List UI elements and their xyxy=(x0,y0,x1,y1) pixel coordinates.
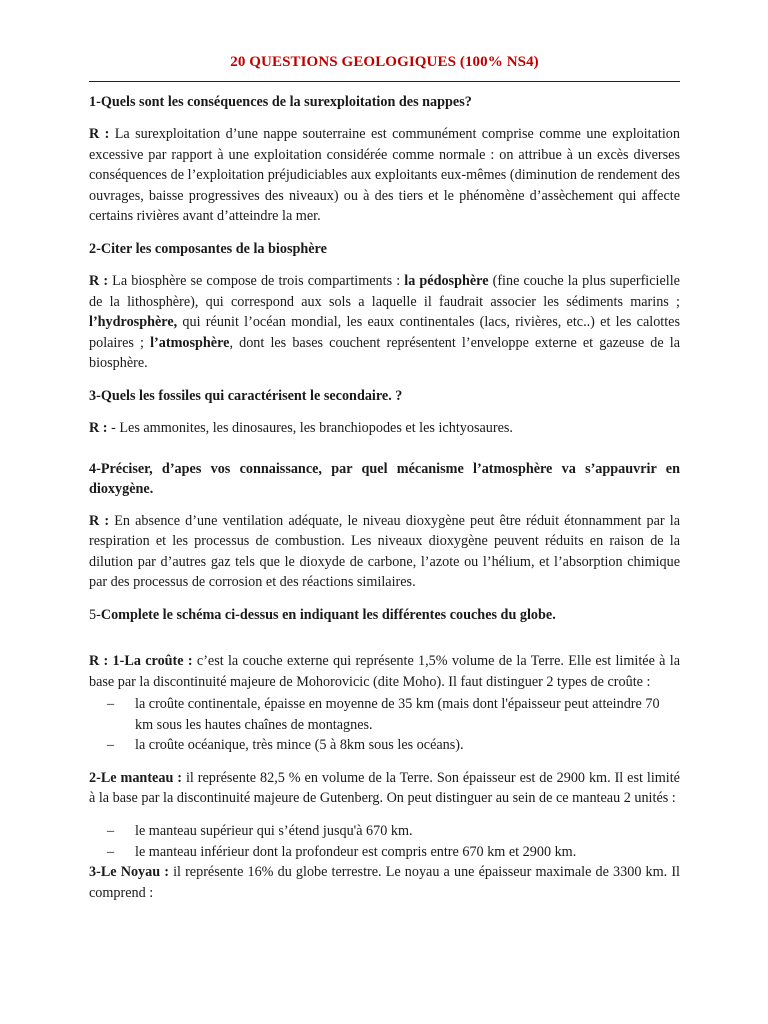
answer-text: - Les ammonites, les dinosaures, les branchiopodes et les ichtyosaures. xyxy=(107,419,513,436)
answer-label: R : xyxy=(89,272,109,289)
croute-list xyxy=(89,694,680,756)
term-atmosphere: l’atmosphère xyxy=(150,334,230,351)
answer-text: (fine couche la plus superficielle de la lithosphère), qui correspond aux sols a laquelle il faudrait associer les sédiments marins ; xyxy=(89,272,680,310)
answer-text: qui réunit l’océan mondial, les eaux continentales (lacs, rivières, etc..) et les calottes polaires ; xyxy=(89,314,680,351)
page-title: 20 QUESTIONS GEOLOGIQUES (100% NS4) xyxy=(230,54,539,70)
answer-text: il représente 16% du globe terrestre. Le noyau a une épaisseur maximale de 3300 km. Il comprend : xyxy=(89,864,680,901)
answer-5-croute xyxy=(89,651,680,692)
answer-text: La surexploitation d’une nappe souterraine est communément comprise comme une exploitation excessive par rapport à une exploitation considérée comme normale : on attribue à un excès diverses conséquences de l’exploitation préjudiciables aux exploitants eux-mêmes (diminution de rendement des ouvrages, baisse progressives des niveaux) ou à des tiers et le phénomène d’assèchement qui affecte certains rivières avant d’atteindre la mer. xyxy=(89,126,680,225)
term-hydrosphere: l’hydrosphère, xyxy=(89,314,178,331)
section-label: 3-Le Noyau : xyxy=(89,864,169,881)
list-item: – le manteau inférieur dont la profondeur est compris entre 670 km et 2900 km. xyxy=(135,842,680,863)
question-text: Complete le schéma ci-dessus en indiquant les différentes couches du globe. xyxy=(100,606,556,623)
answer-label: R : xyxy=(89,419,108,436)
answer-text: La biosphère se compose de trois compartiments : xyxy=(108,272,405,289)
question-3: 3-Quels les fossiles qui caractérisent le secondaire. ? xyxy=(89,387,403,404)
manteau-list xyxy=(89,821,680,862)
answer-label: R : 1-La croûte : xyxy=(89,652,193,669)
question-1: 1-Quels sont les conséquences de la surexploitation des nappes? xyxy=(89,94,472,110)
answer-4 xyxy=(89,511,680,593)
answer-text: En absence d’une ventilation adéquate, le niveau dioxygène peut être réduit étonnamment par la respiration et les processus de combustion. Les niveaux dioxygène peuvent réduits en raison de la dilution par d’autres gaz tels que le dioxyde de carbone, l’azote ou l’hélium, et l’absorption chimique par des processus de corrosion et des réactions similaires. xyxy=(89,512,680,591)
list-item: – la croûte continentale, épaisse en moyenne de 35 km (mais dont l'épaisseur peut atteindre 70 km sous les hautes chaînes de montagnes. xyxy=(135,694,680,735)
answer-label: R : xyxy=(89,512,110,529)
question-4: 4-Préciser, d’apes vos connaissance, par quel mécanisme l’atmosphère va s’appauvrir en dioxygène. xyxy=(89,460,680,497)
term-pedosphere: la pédosphère xyxy=(404,272,489,289)
title-rule xyxy=(89,81,680,82)
answer-text: , dont les bases couchent représentent l’enveloppe externe et gazeuse de la biosphère. xyxy=(89,334,680,372)
answer-text: c’est la couche externe qui représente 1,5% volume de la Terre. Elle est limitée à la base par la discontinuité majeure de Mohorovicic (dite Moho). Il faut distinguer 2 types de croûte : xyxy=(89,652,680,690)
list-item: – la croûte océanique, très mince (5 à 8km sous les océans). xyxy=(135,735,680,756)
question-number: 5- xyxy=(89,606,101,623)
answer-1 xyxy=(89,124,680,227)
answer-2 xyxy=(89,271,680,374)
section-label: 2-Le manteau : xyxy=(89,769,182,786)
answer-text: il représente 82,5 % en volume de la Terre. Son épaisseur est de 2900 km. Il est limité à la base par la discontinuité majeure de Gutenberg. On peut distinguer au sein de ce manteau 2 unités : xyxy=(89,769,680,807)
question-5 xyxy=(89,605,680,625)
answer-5-noyau xyxy=(89,862,680,903)
answer-3 xyxy=(89,418,680,439)
question-2: 2-Citer les composantes de la biosphère xyxy=(89,240,327,257)
list-item: – le manteau supérieur qui s’étend jusqu'à 670 km. xyxy=(135,821,680,842)
answer-label: R : xyxy=(89,126,110,142)
answer-5-manteau xyxy=(89,768,680,809)
